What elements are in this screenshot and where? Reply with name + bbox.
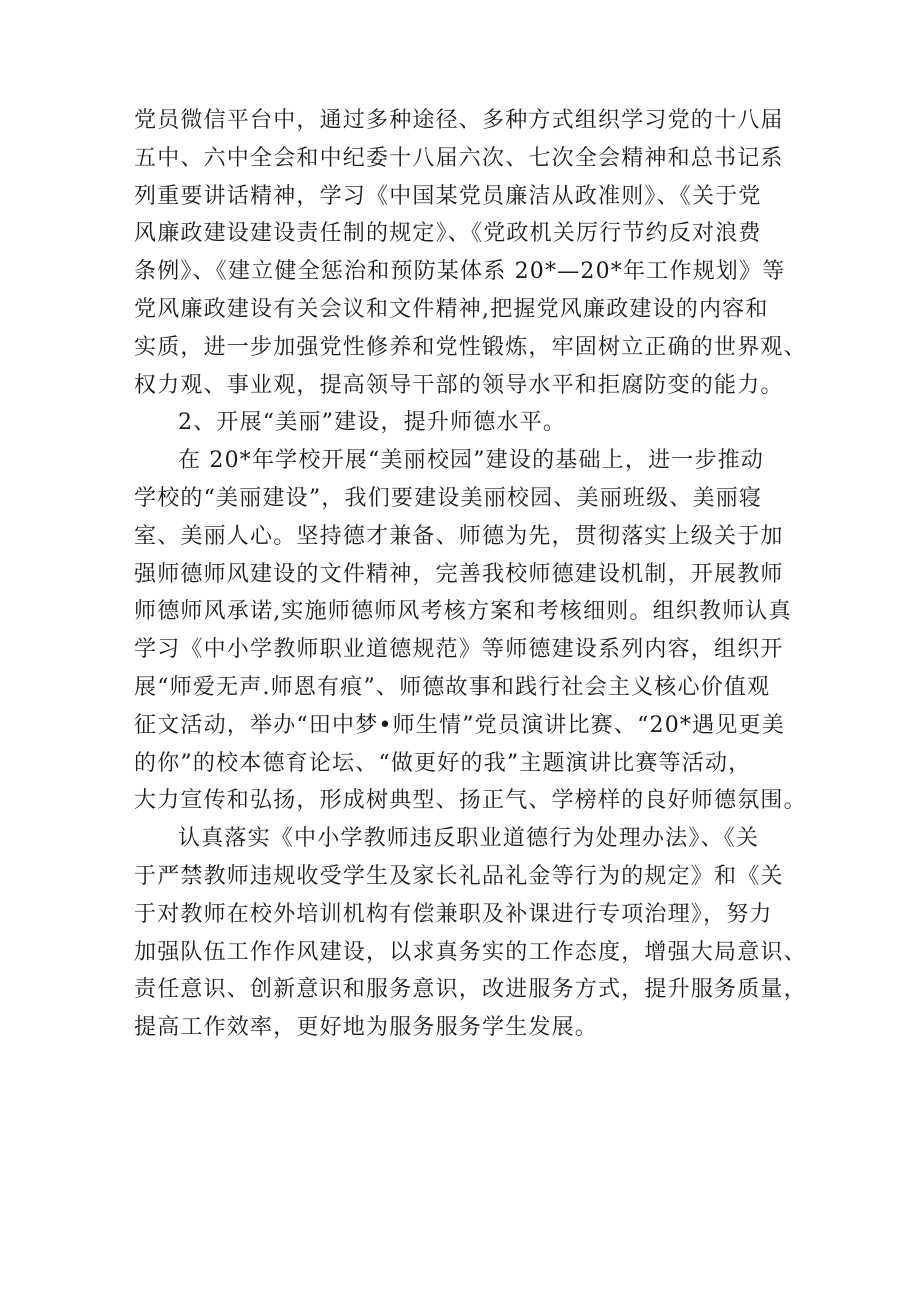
text-line: 征文活动，举办“田中梦•师生情”党员演讲比赛、“20*遇见更美: [134, 712, 785, 738]
paragraph-start-line: 在 20*年学校开展“美丽校园”建设的基础上，进一步推动: [178, 448, 765, 474]
paragraph-start-line: 认真落实《中小学教师违反职业道德行为处理办法》、《关: [178, 826, 760, 852]
text-line: 党员微信平台中，通过多种途径、多种方式组织学习党的十八届: [134, 108, 784, 133]
text-line: 列重要讲话精神，学习《中国某党员廉洁从政准则》、《关于党: [134, 183, 762, 209]
text-line: 提高工作效率，更好地为服务服务学生发展。: [134, 1015, 599, 1041]
text-line: 于对教师在校外培训机构有偿兼职及补课进行专项治理》，努力: [134, 901, 773, 927]
text-line: 学校的“美丽建设”，我们要建设美丽校园、美丽班级、美丽寝: [134, 485, 763, 511]
text-line: 条例》、《建立健全惩治和预防某体系 20*—20*年工作规划》等: [134, 259, 786, 285]
text-line: 展“师爱无声.师恩有痕”、师德故事和践行社会主义核心价值观: [134, 674, 771, 700]
text-line: 室、美丽人心。坚持德才兼备、师德为先，贯彻落实上级关于加: [134, 523, 784, 549]
text-line: 五中、六中全会和中纪委十八届六次、七次全会精神和总书记系: [134, 145, 784, 171]
text-line: 加强队伍工作作风建设，以求真务实的工作态度，增强大局意识、: [134, 939, 807, 965]
text-line: 师德师风承诺,实施师德师风考核方案和考核细则。组织教师认真: [134, 599, 792, 625]
text-line: 实质，进一步加强党性修养和党性锻炼，牢固树立正确的世界观、: [134, 334, 807, 360]
text-line: 强师德师风建设的文件精神，完善我校师德建设机制，开展教师: [134, 561, 784, 587]
section-heading: 2、开展“美丽”建设，提升师德水平。: [178, 410, 567, 436]
text-line: 风廉政建设建设责任制的规定》、《党政机关厉行节约反对浪费: [134, 221, 762, 247]
text-line: 党风廉政建设有关会议和文件精神,把握党风廉政建设的内容和: [134, 296, 769, 322]
document-body: [134, 102, 807, 1047]
text-line: 大力宣传和弘扬，形成树典型、扬正气、学榜样的良好师德氛围。: [134, 788, 807, 814]
text-line: 的你”的校本德育论坛、“做更好的我”主题演讲比赛等活动，: [134, 750, 752, 776]
text-line: 责任意识、创新意识和服务意识，改进服务方式，提升服务质量，: [134, 977, 807, 1003]
text-line: 权力观、事业观，提高领导干部的领导水平和拒腐防变的能力。: [134, 372, 784, 398]
text-line: 学习《中小学教师职业道德规范》等师德建设系列内容，组织开: [134, 637, 784, 663]
text-line: 于严禁教师违规收受学生及家长礼品礼金等行为的规定》和《关: [134, 863, 784, 889]
